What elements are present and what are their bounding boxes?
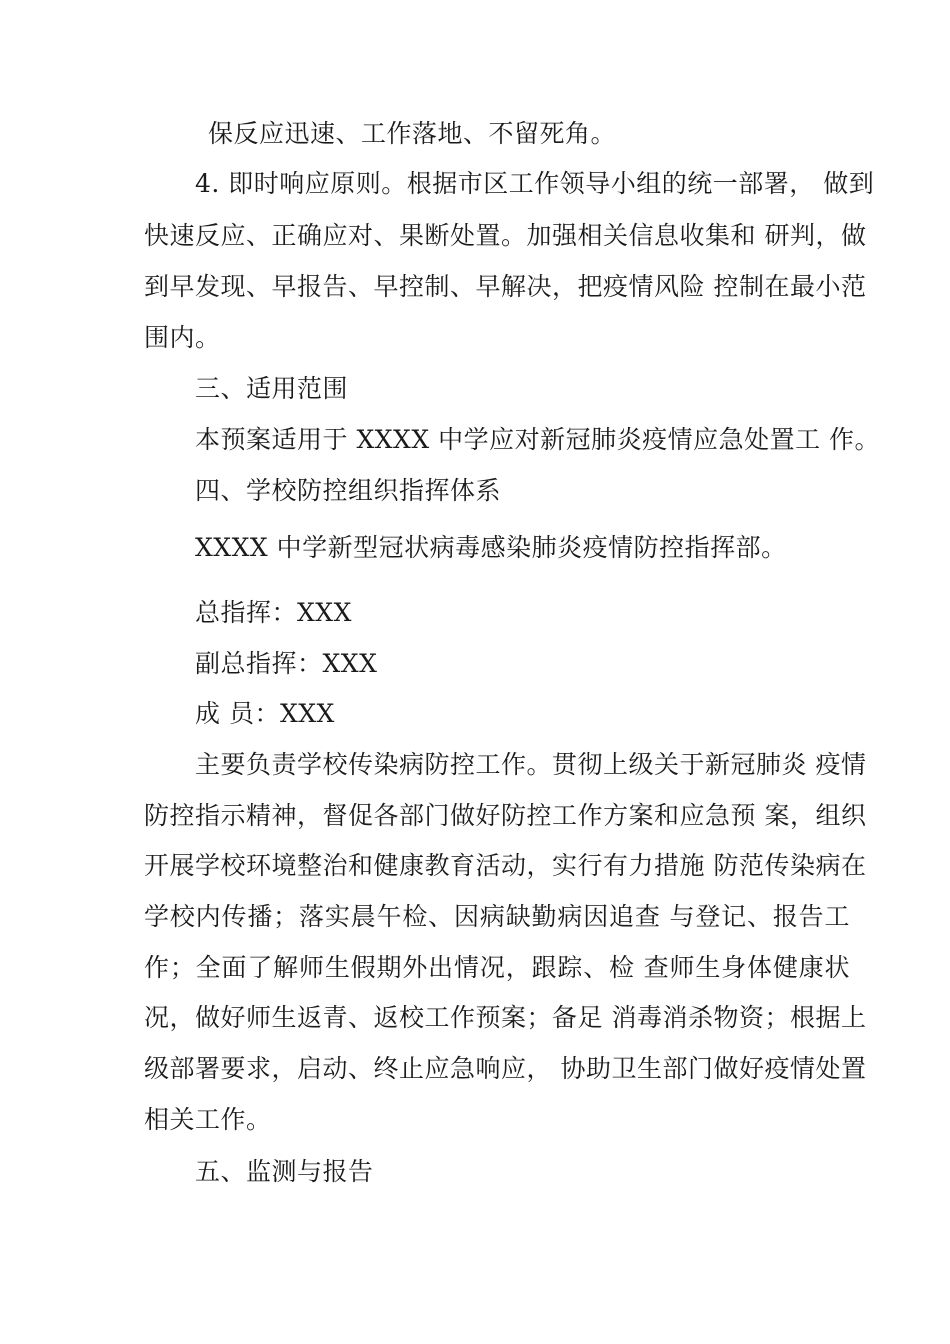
paragraph-line: 保反应迅速、工作落地、不留死角。 bbox=[208, 119, 617, 148]
paragraph-line: 作；全面了解师生假期外出情况，跟踪、检 查师生身体健康状 bbox=[144, 953, 850, 982]
paragraph-line: 4. 即时响应原则。根据市区工作领导小组的统一部署， 做到 bbox=[195, 169, 875, 198]
paragraph-line: 级部署要求，启动、终止应急响应， 协助卫生部门做好疫情处置 bbox=[144, 1054, 867, 1083]
paragraph-line: 开展学校环境整治和健康教育活动，实行有力措施 防范传染病在 bbox=[144, 851, 867, 880]
roster-members: 成 员：XXX bbox=[195, 699, 335, 728]
paragraph-line: 况，做好师生返青、返校工作预案；备足 消毒消杀物资；根据上 bbox=[144, 1003, 867, 1032]
paragraph-line: 本预案适用于 XXXX 中学应对新冠肺炎疫情应急处置工 作。 bbox=[195, 425, 881, 454]
roster-commander: 总指挥：XXX bbox=[195, 598, 352, 627]
paragraph-line: 围内。 bbox=[144, 323, 221, 352]
section-heading: 四、学校防控组织指挥体系 bbox=[195, 476, 502, 505]
section-heading: 三、适用范围 bbox=[195, 374, 349, 403]
paragraph-line: 相关工作。 bbox=[144, 1105, 272, 1134]
paragraph-line: XXXX 中学新型冠状病毒感染肺炎疫情防控指挥部。 bbox=[195, 533, 787, 562]
paragraph-line: 防控指示精神，督促各部门做好防控工作方案和应急预 案，组织 bbox=[144, 801, 867, 830]
paragraph-line: 到早发现、早报告、早控制、早解决，把疫情风险 控制在最小范 bbox=[144, 272, 867, 301]
paragraph-line: 学校内传播；落实晨午检、因病缺勤病因追查 与登记、报告工 bbox=[144, 902, 850, 931]
paragraph-line: 快速反应、正确应对、果断处置。加强相关信息收集和 研判，做 bbox=[144, 221, 867, 250]
section-heading: 五、监测与报告 bbox=[195, 1157, 374, 1186]
paragraph-line: 主要负责学校传染病防控工作。贯彻上级关于新冠肺炎 疫情 bbox=[195, 750, 867, 779]
roster-vice-commander: 副总指挥：XXX bbox=[195, 649, 378, 678]
